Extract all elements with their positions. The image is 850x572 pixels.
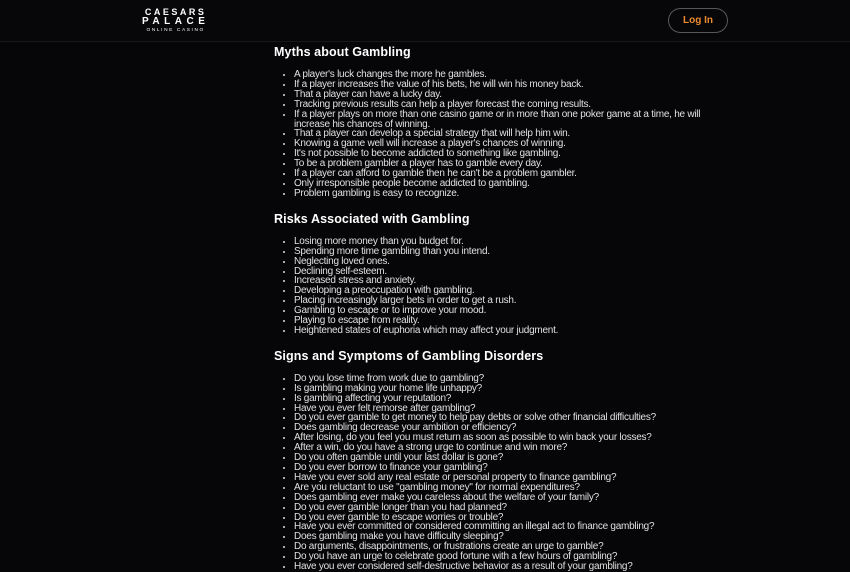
list-item: • It's not possible to become addicted to something like gambling. xyxy=(294,149,719,159)
caesars-palace-logo[interactable] xyxy=(142,8,209,34)
logo-text-palace: PALACE xyxy=(142,15,210,27)
section-title-signs: Signs and Symptoms of Gambling Disorders xyxy=(274,348,544,363)
logo-tagline: ONLINE CASINO xyxy=(146,28,205,34)
logo-text-caesars: CAESARS xyxy=(144,6,207,17)
list-item: • Have you ever considered self-destructive behavior as a result of your gambling? xyxy=(294,562,719,572)
list-item: • To be a problem gambler a player has to gamble every day. xyxy=(294,159,719,169)
list-item: • Have you ever sold any real estate or personal property to finance gambling? xyxy=(294,473,719,483)
list-item: • Increased stress and anxiety. xyxy=(294,276,719,286)
list-item: • That a player can have a lucky day. xyxy=(294,90,719,100)
section-signs xyxy=(274,349,719,572)
list-item: • Do you lose time from work due to gambling? xyxy=(294,374,719,384)
list-item: • Placing increasingly larger bets in order to get a rush. xyxy=(294,296,719,306)
list-item: • Only irresponsible people become addicted to gambling. xyxy=(294,179,719,189)
list-item: • Developing a preoccupation with gambling. xyxy=(294,286,719,296)
list-item: • Do arguments, disappointments, or frustrations create an urge to gamble? xyxy=(294,542,719,552)
list-item: • After losing, do you feel you must return as soon as possible to win back your losses? xyxy=(294,433,719,443)
list-item: • Is gambling making your home life unhappy? xyxy=(294,384,719,394)
section-myths xyxy=(274,45,719,199)
list-item: • If a player can afford to gamble then he can't be a problem gambler. xyxy=(294,169,719,179)
list-item: • Knowing a game well will increase a player's chances of winning. xyxy=(294,139,719,149)
list-item: • Have you ever felt remorse after gambling? xyxy=(294,404,719,414)
list-item: • Do you ever gamble to get money to help pay debts or solve other financial difficulties? xyxy=(294,413,719,423)
myths-list xyxy=(274,70,719,199)
list-item: • Neglecting loved ones. xyxy=(294,257,719,267)
list-item: • Is gambling affecting your reputation? xyxy=(294,394,719,404)
list-item: • Playing to escape from reality. xyxy=(294,316,719,326)
responsible-gambling-content xyxy=(274,42,719,572)
list-item: • Do you ever gamble longer than you had planned? xyxy=(294,503,719,513)
list-item: • Heightened states of euphoria which may affect your judgment. xyxy=(294,326,719,336)
list-item: • Spending more time gambling than you intend. xyxy=(294,247,719,257)
list-item: • Problem gambling is easy to recognize. xyxy=(294,189,719,199)
list-item: • That a player can develop a special strategy that will help him win. xyxy=(294,129,719,139)
list-item: • Are you reluctant to use "gambling money" for normal expenditures? xyxy=(294,483,719,493)
list-item: • If a player increases the value of his bets, he will win his money back. xyxy=(294,80,719,90)
list-item: • If a player plays on more than one casino game or in more than one poker game at a time, he will increase his chances of winning. xyxy=(294,110,719,130)
list-item: • Does gambling decrease your ambition or efficiency? xyxy=(294,423,719,433)
list-item: • Declining self-esteem. xyxy=(294,267,719,277)
list-item: • Gambling to escape or to improve your mood. xyxy=(294,306,719,316)
section-title-risks: Risks Associated with Gambling xyxy=(274,211,470,226)
list-item: • Does gambling make you have difficulty sleeping? xyxy=(294,532,719,542)
list-item: • Losing more money than you budget for. xyxy=(294,237,719,247)
list-item: • Do you have an urge to celebrate good fortune with a few hours of gambling? xyxy=(294,552,719,562)
list-item: • Have you ever committed or considered committing an illegal act to finance gambling? xyxy=(294,522,719,532)
log-in-button[interactable]: Log In xyxy=(668,8,728,33)
top-nav-bar xyxy=(0,0,850,42)
list-item: • Do you often gamble until your last dollar is gone? xyxy=(294,453,719,463)
section-title-myths: Myths about Gambling xyxy=(274,45,411,59)
risks-list xyxy=(274,237,719,336)
list-item: • After a win, do you have a strong urge to continue and win more? xyxy=(294,443,719,453)
list-item: • Does gambling ever make you careless about the welfare of your family? xyxy=(294,493,719,503)
list-item: • A player's luck changes the more he gambles. xyxy=(294,70,719,80)
list-item: • Do you ever borrow to finance your gambling? xyxy=(294,463,719,473)
list-item: • Tracking previous results can help a player forecast the coming results. xyxy=(294,100,719,110)
signs-list xyxy=(274,374,719,572)
section-risks xyxy=(274,212,719,336)
list-item: • Do you ever gamble to escape worries or trouble? xyxy=(294,513,719,523)
